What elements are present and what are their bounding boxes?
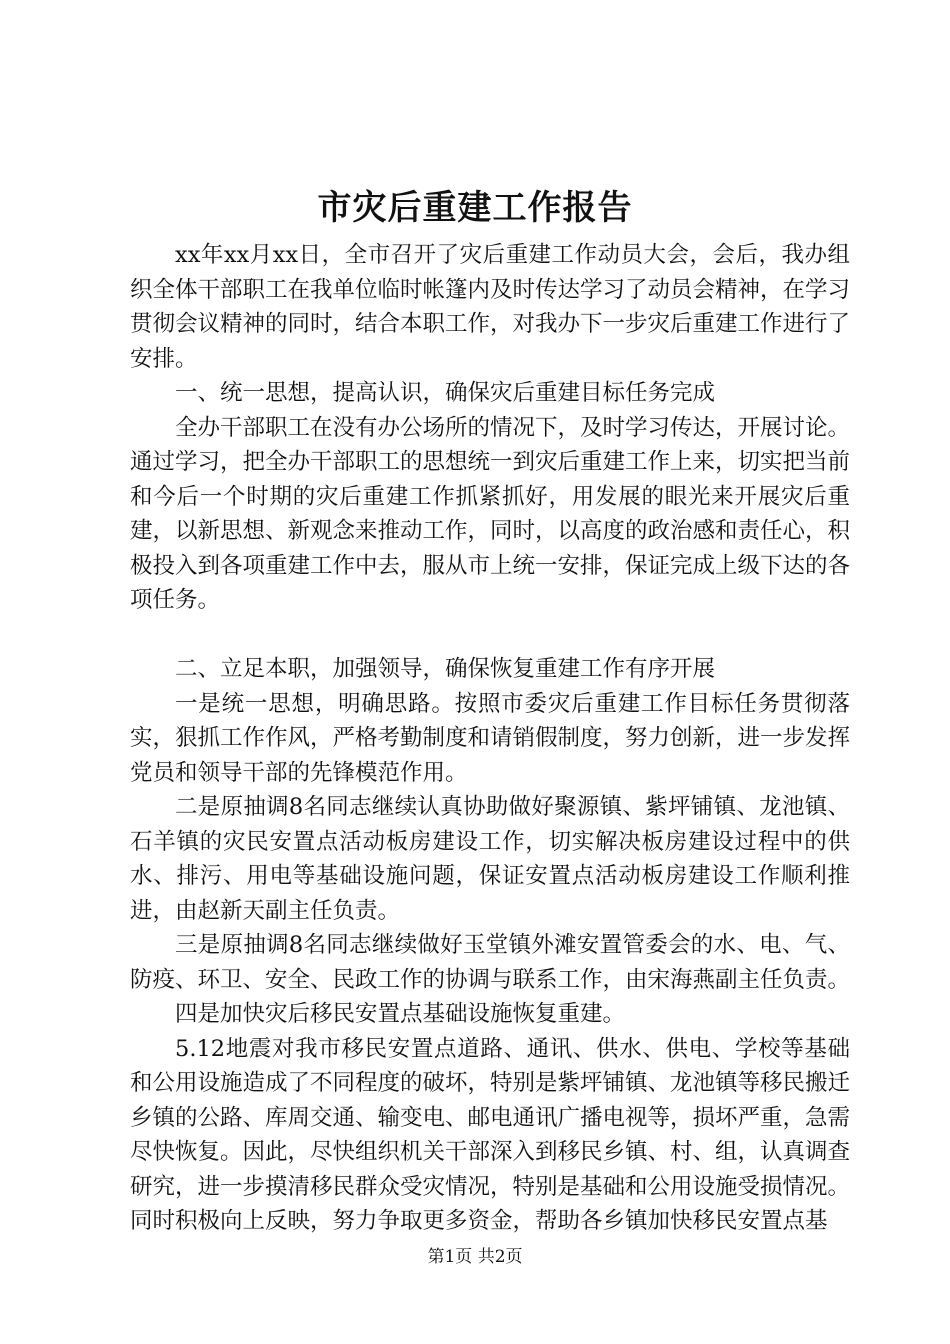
paragraph-item-2: 二是原抽调8名同志继续认真协助做好聚源镇、紫坪铺镇、龙池镇、石羊镇的灾民安置点活动板房建设工作，切实解决板房建设过程中的供水、排污、用电等基础设施问题，保证安置点活动板房建设工作顺利推进，由赵新天副主任负责。 (130, 794, 850, 924)
document-body (130, 238, 850, 1239)
section-heading-2: 二、立足本职，加强领导，确保恢复重建工作有序开展 (175, 656, 716, 682)
paragraph-intro: xx年xx月xx日，全市召开了灾后重建工作动员大会，会后，我办组织全体干部职工在我单位临时帐篷内及时传达学习了动员会精神，在学习贯彻会议精神的同时，结合本职工作，对我办下一步灾后重建工作进行了安排。 (130, 242, 851, 372)
document-title: 市灾后重建工作报告 (317, 188, 633, 228)
paragraph-item-4: 四是加快灾后移民安置点基础设施恢复重建。 (175, 1001, 626, 1027)
paragraph-earthquake: 5.12地震对我市移民安置点道路、通讯、供水、供电、学校等基础和公用设施造成了不同程度的破坏，特别是紫坪铺镇、龙池镇等移民搬迁乡镇的公路、库周交通、输变电、邮电通讯广播电视等，损坏严重，急需尽快恢复。因此，尽快组织机关干部深入到移民乡镇、村、组，认真调查研究，进一步摸清移民群众受灾情况，特别是基础和公用设施受损情况。同时积极向上反映，努力争取更多资金，帮助各乡镇加快移民安置点基 (130, 1035, 851, 1234)
section-heading-1: 一、统一思想，提高认识，确保灾后重建目标任务完成 (175, 380, 716, 406)
paragraph-section-1: 全办干部职工在没有办公场所的情况下，及时学习传达，开展讨论。通过学习，把全办干部职工的思想统一到灾后重建工作上来，切实把当前和今后一个时期的灾后重建工作抓紧抓好，用发展的眼光来开展灾后重建，以新思想、新观念来推动工作，同时，以高度的政治感和责任心，积极投入到各项重建工作中去，服从市上统一安排，保证完成上级下达的各项任务。 (130, 414, 851, 613)
paragraph-item-3: 三是原抽调8名同志继续做好玉堂镇外滩安置管委会的水、电、气、防疫、环卫、安全、民政工作的协调与联系工作，由宋海燕副主任负责。 (130, 932, 851, 993)
page-footer: 第1页 共2页 (427, 1247, 523, 1267)
paragraph-item-1: 一是统一思想，明确思路。按照市委灾后重建工作目标任务贯彻落实，狠抓工作作风，严格考勤制度和请销假制度，努力创新，进一步发挥党员和领导干部的先锋模范作用。 (130, 690, 851, 786)
